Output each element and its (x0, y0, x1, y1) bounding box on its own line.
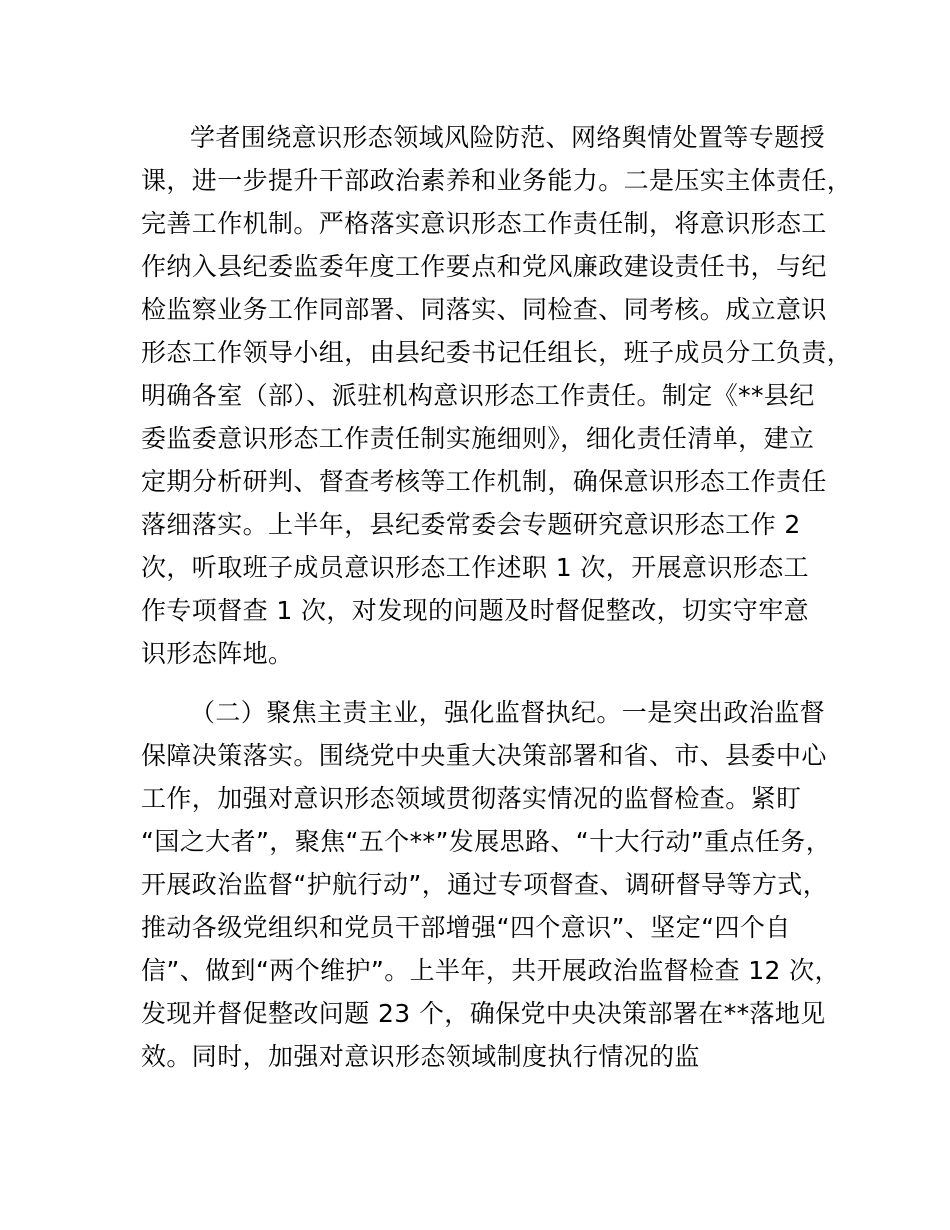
paragraph-1-line-1: 学者围绕意识形态领域风险防范、网络舆情处置等专题授 (190, 123, 826, 152)
paragraph-1-line-9: 定期分析研判、督查考核等工作机制，确保意识形态工作责任 (141, 467, 827, 496)
paragraph-1-line-13: 识形态阵地。 (141, 639, 294, 668)
paragraph-2-line-2: 保障决策落实。围绕党中央重大决策部署和省、市、县委中心 (141, 741, 827, 770)
paragraph-2-line-1: （二）聚焦主责主业，强化监督执纪。一是突出政治监督 (190, 698, 826, 727)
paragraph-2-line-5: 开展政治监督“护航行动”，通过专项督查、调研督导等方式， (141, 870, 829, 899)
paragraph-2-line-8: 发现并督促整改问题 23 个，确保党中央决策部署在**落地见 (141, 999, 826, 1028)
paragraph-2-line-9: 效。同时，加强对意识形态领域制度执行情况的监 (141, 1042, 700, 1071)
paragraph-1-line-6: 形态工作领导小组，由县纪委书记任组长，班子成员分工负责， (141, 338, 853, 367)
paragraph-1-line-10: 落细落实。上半年，县纪委常委会专题研究意识形态工作 2 (141, 510, 801, 539)
paragraph-2-line-4: “国之大者”，聚焦“五个**”发展思路、“十大行动”重点任务， (141, 827, 832, 856)
paragraph-1-line-3: 完善工作机制。严格落实意识形态工作责任制，将意识形态工 (141, 209, 827, 238)
paragraph-1-line-8: 委监委意识形态工作责任制实施细则》，细化责任清单，建立 (141, 424, 815, 453)
paragraph-1-line-4: 作纳入县纪委监委年度工作要点和党风廉政建设责任书，与纪 (141, 252, 827, 281)
paragraph-1-line-2: 课，进一步提升干部政治素养和业务能力。二是压实主体责任， (141, 166, 853, 195)
paragraph-1-line-12: 作专项督查 1 次，对发现的问题及时督促整改，切实守牢意 (141, 596, 810, 625)
paragraph-1-line-11: 次，听取班子成员意识形态工作述职 1 次，开展意识形态工 (141, 553, 810, 582)
paragraph-1-line-7: 明确各室（部）、派驻机构意识形态工作责任。制定《**县纪 (141, 381, 815, 410)
paragraph-2-line-3: 工作，加强对意识形态领域贯彻落实情况的监督检查。紧盯 (141, 784, 802, 813)
paragraph-2-line-6: 推动各级党组织和党员干部增强“四个意识”、坚定“四个自 (141, 913, 791, 942)
paragraph-1-line-5: 检监察业务工作同部署、同落实、同检查、同考核。成立意识 (141, 295, 827, 324)
paragraph-2-line-7: 信”、做到“两个维护”。上半年，共开展政治监督检查 12 次， (141, 956, 840, 985)
